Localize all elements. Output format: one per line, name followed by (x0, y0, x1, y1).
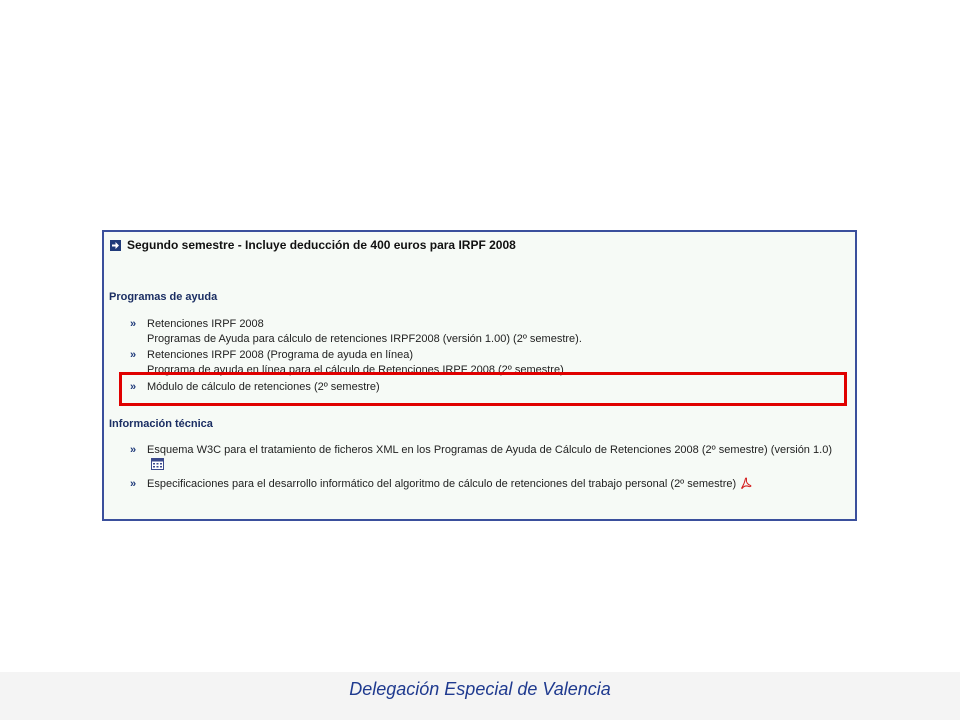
bullet-icon: » (130, 444, 137, 456)
bullet-icon: » (130, 349, 137, 361)
link-esquema-w3c[interactable]: Esquema W3C para el tratamiento de ficheros XML en los Programas de Ayuda de Cálculo de Retenciones 2008 (2º semestre) (versión 1.0) (147, 444, 832, 456)
bullet-icon: » (130, 318, 137, 330)
panel-title (110, 237, 516, 253)
link-modulo-calculo[interactable]: Módulo de cálculo de retenciones (2º semestre) (147, 381, 380, 393)
calculator-grid-icon[interactable] (151, 458, 164, 475)
section-heading-informacion: Información técnica (109, 418, 213, 430)
highlight-box (119, 372, 847, 406)
section-heading-programas: Programas de ayuda (109, 291, 218, 303)
list-item (130, 317, 830, 347)
panel-title-text: Segundo semestre - Incluye deducción de 400 euros para IRPF 2008 (127, 238, 516, 252)
item-description: Programas de Ayuda para cálculo de retenciones IRPF2008 (versión 1.00) (2º semestre). (147, 333, 582, 345)
list-item (130, 443, 830, 473)
link-especificaciones[interactable]: Especificaciones para el desarrollo informático del algoritmo de cálculo de retenciones del trabajo personal (2º semestre) (147, 478, 737, 490)
link-retenciones-ayuda-en-linea[interactable]: Retenciones IRPF 2008 (Programa de ayuda en línea) (147, 349, 413, 361)
pdf-icon[interactable] (740, 477, 752, 494)
list-item (130, 477, 830, 507)
bullet-icon: » (130, 478, 137, 490)
item-description: Programa de ayuda en línea para el cálculo de Retenciones IRPF 2008 (2º semestre) (147, 364, 564, 376)
bullet-icon: » (130, 381, 137, 393)
footer-text: Delegación Especial de Valencia (349, 679, 611, 699)
link-retenciones-irpf-2008[interactable]: Retenciones IRPF 2008 (147, 318, 264, 330)
arrow-right-icon (110, 240, 121, 251)
